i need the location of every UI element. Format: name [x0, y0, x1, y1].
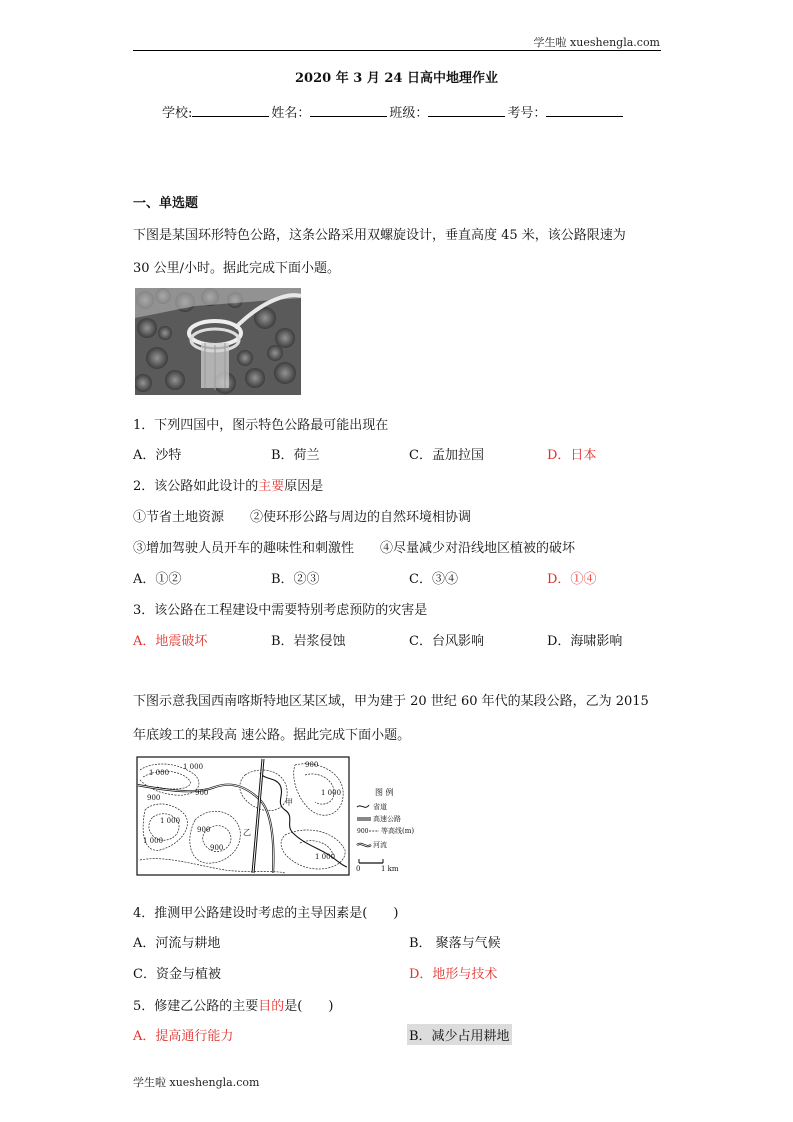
name-blank[interactable] — [310, 105, 387, 117]
q2-option-d: D．①④ — [547, 572, 597, 587]
passage1-line2: 30 公里/小时。据此完成下面小题。 — [133, 261, 341, 276]
school-label: 学校: — [162, 106, 193, 121]
contour-label-1000b: 1 000 — [183, 763, 204, 771]
q2-statements-1-2: ①节省土地资源 ②使环形公路与周边的自然环境相协调 — [133, 510, 472, 525]
header-rule — [133, 50, 661, 51]
class-label: 班级： — [389, 106, 429, 121]
q5-option-a: A．提高通行能力 — [133, 1029, 234, 1044]
q2-option-c: C．③④ — [409, 572, 458, 587]
school-blank[interactable] — [192, 105, 269, 117]
q3-option-d: D．海啸影响 — [547, 634, 623, 649]
q4-option-a: A．河流与耕地 — [133, 936, 221, 951]
q1-option-d: D．日本 — [547, 448, 597, 463]
contour-label-1000c: 1 000 — [160, 817, 181, 825]
number-label: 考号： — [507, 106, 547, 121]
passage1-line1: 下图是某国环形特色公路，这条公路采用双螺旋设计，垂直高度 45 米，该公路限速为 — [133, 228, 626, 243]
contour-label-900b: 900 — [147, 794, 161, 802]
q5-stem-pre: 5．修建乙公路的主要 — [133, 999, 259, 1014]
spiral-road-photo — [135, 288, 301, 395]
student-info-line — [162, 102, 625, 121]
legend-river: 河流 — [373, 841, 387, 849]
karst-region-map — [135, 755, 425, 877]
q3-option-a: A．地震破坏 — [133, 634, 208, 649]
contour-label-900a: 900 — [195, 789, 209, 797]
name-label: 姓名： — [271, 106, 311, 121]
legend-highway: 高速公路 — [373, 815, 401, 823]
contour-label-900d: 900 — [305, 761, 319, 769]
q3-stem: 3．该公路在工程建设中需要特别考虑预防的灾害是 — [133, 603, 428, 618]
q2-statements-3-4: ③增加驾驶人员开车的趣味性和刺激性 ④尽量减少对沿线地区植被的破坏 — [133, 541, 576, 556]
contour-label-900c: 900 — [197, 826, 211, 834]
footer-site: 学生啦 xueshengla.com — [133, 1076, 260, 1089]
map-label-jia: 甲 — [285, 798, 293, 807]
q4-option-c: C．资金与植被 — [133, 967, 221, 982]
q2-option-a: A．①② — [133, 572, 182, 587]
contour-label-1000e: 1 000 — [321, 789, 342, 797]
legend-contour-value: 900 — [357, 828, 369, 835]
passage2-line2: 年底竣工的某段高 速公路。据此完成下面小题。 — [133, 728, 411, 743]
contour-label-1000f: 1 000 — [315, 853, 336, 861]
q2-stem — [133, 475, 323, 494]
q1-option-a: A．沙特 — [133, 448, 182, 463]
number-blank[interactable] — [546, 105, 623, 117]
q1-stem: 1．下列四国中，图示特色公路最可能出现在 — [133, 418, 389, 433]
header-site: 学生啦 xueshengla.com — [533, 36, 660, 49]
q5-stem — [133, 995, 333, 1014]
q3-option-b: B．岩浆侵蚀 — [271, 634, 346, 649]
section-heading: 一、单选题 — [133, 196, 199, 211]
passage2-line1: 下图示意我国西南喀斯特地区某区域，甲为建于 20 世纪 60 年代的某段公路，乙为 2015 — [133, 694, 649, 709]
page-title: 2020 年 3 月 24 日高中地理作业 — [295, 71, 498, 86]
q2-stem-pre: 2．该公路如此设计的 — [133, 479, 259, 494]
contour-label-1000d: 1 000 — [143, 837, 164, 845]
contour-label-1000a: 1 000 — [149, 769, 170, 777]
scale-zero: 0 — [356, 865, 361, 873]
q1-option-b: B．荷兰 — [271, 448, 320, 463]
q2-stem-highlight: 主要 — [258, 479, 285, 494]
q4-stem: 4．推测甲公路建设时考虑的主导因素是( ) — [133, 906, 399, 921]
q1-option-c: C．孟加拉国 — [409, 448, 484, 463]
contour-label-900e: 900 — [210, 844, 224, 852]
legend-road: 省道 — [373, 803, 387, 811]
map-label-yi: 乙 — [243, 828, 251, 837]
legend-road-symbol — [357, 805, 369, 807]
q5-stem-post: 是( ) — [284, 999, 334, 1014]
q4-option-d: D．地形与技术 — [409, 967, 498, 982]
q4-option-b: B． 聚落与气候 — [409, 936, 501, 951]
legend-title: 图 例 — [375, 788, 394, 797]
q2-option-b: B．②③ — [271, 572, 320, 587]
q5-option-b: B．减少占用耕地 — [407, 1024, 512, 1045]
legend-contour: 等高线(m) — [381, 827, 415, 835]
scale-unit: 1 km — [381, 865, 399, 873]
q2-stem-post: 原因是 — [284, 479, 324, 494]
q5-stem-highlight: 目的 — [258, 999, 285, 1014]
q3-option-c: C．台风影响 — [409, 634, 484, 649]
class-blank[interactable] — [428, 105, 505, 117]
